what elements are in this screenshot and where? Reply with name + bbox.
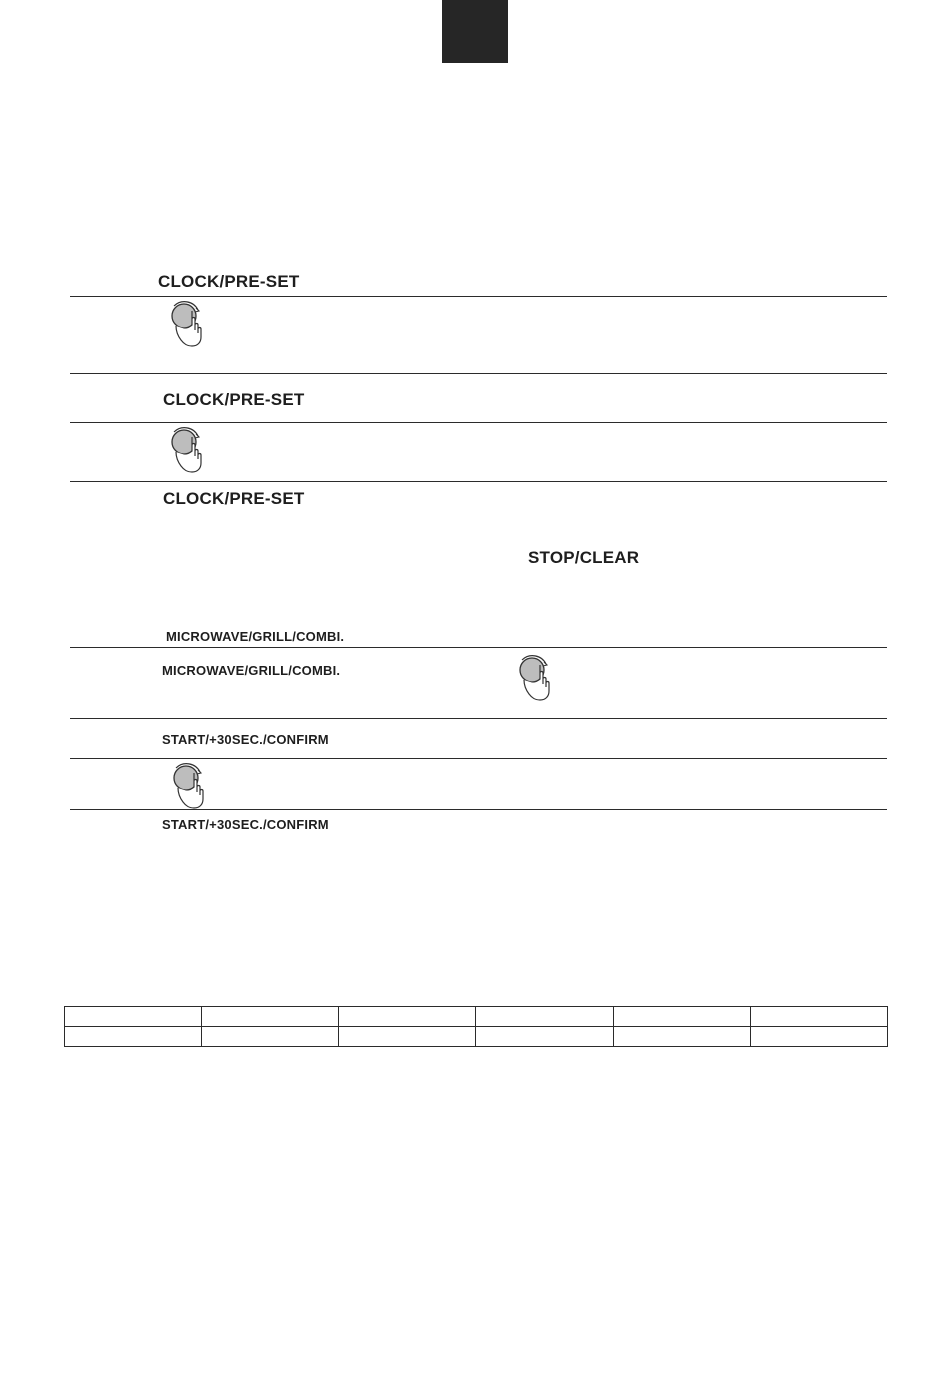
clock-preset-label: CLOCK/PRE-SET	[163, 489, 305, 508]
table-cell	[339, 1027, 476, 1047]
table-cell	[476, 1027, 613, 1047]
divider	[70, 718, 887, 719]
mode-label: MICROWAVE/GRILL/COMBI.	[162, 663, 341, 678]
table-cell	[202, 1027, 339, 1047]
divider	[70, 422, 887, 423]
divider	[70, 809, 887, 810]
dial-knob-icon	[510, 654, 556, 704]
table-cell	[476, 1007, 613, 1027]
table-row	[65, 1027, 888, 1047]
stop-clear-label: STOP/CLEAR	[528, 548, 640, 567]
page-tab-marker	[442, 0, 508, 63]
divider	[70, 758, 887, 759]
start-confirm-label: START/+30SEC./CONFIRM	[162, 732, 329, 747]
dial-knob-icon	[162, 426, 208, 476]
table-cell	[750, 1027, 887, 1047]
divider	[70, 647, 887, 648]
divider	[70, 373, 887, 374]
mode-label: MICROWAVE/GRILL/COMBI.	[166, 629, 345, 644]
divider	[70, 296, 887, 297]
table-cell	[613, 1027, 750, 1047]
clock-preset-label: CLOCK/PRE-SET	[163, 390, 305, 409]
table-cell	[339, 1007, 476, 1027]
table-row	[65, 1007, 888, 1027]
settings-table	[64, 1006, 888, 1047]
table-cell	[613, 1007, 750, 1027]
table-cell	[65, 1007, 202, 1027]
dial-knob-icon	[162, 300, 208, 350]
clock-preset-label: CLOCK/PRE-SET	[158, 272, 300, 291]
dial-knob-icon	[164, 762, 210, 812]
divider	[70, 481, 887, 482]
table-cell	[750, 1007, 887, 1027]
table-cell	[65, 1027, 202, 1047]
start-confirm-label: START/+30SEC./CONFIRM	[162, 817, 329, 832]
table-cell	[202, 1007, 339, 1027]
